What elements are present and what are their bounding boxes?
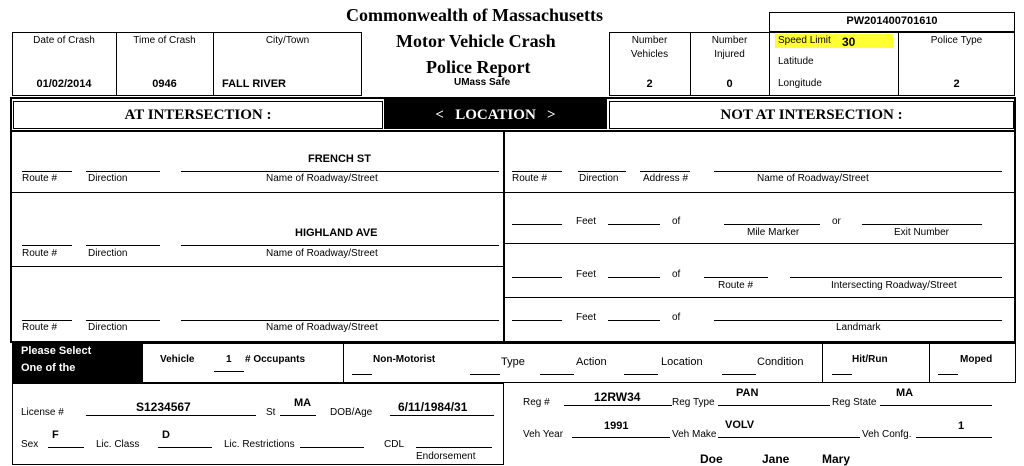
action-label: Action: [576, 356, 607, 368]
route-label: Route #: [22, 173, 58, 184]
reg-state-label: Reg State: [832, 397, 877, 408]
veh-year-label: Veh Year: [523, 429, 564, 440]
lic-class-label: Lic. Class: [96, 439, 140, 450]
city-label: City/Town: [265, 35, 310, 46]
vehicle-label: Vehicle: [160, 354, 195, 365]
location-heading: < LOCATION >: [435, 107, 556, 123]
roadway-label: Name of Roadway/Street: [266, 248, 378, 259]
state-label: St: [266, 407, 276, 418]
num-vehicles-label-2: Vehicles: [630, 49, 669, 60]
feet-label: Feet: [576, 216, 597, 227]
police-type: 2: [953, 78, 960, 90]
veh-make-label: Veh Make: [672, 429, 717, 440]
license-number: S1234567: [136, 400, 191, 414]
at-intersection-heading: AT INTERSECTION :: [124, 107, 272, 123]
num-injured: 0: [726, 78, 733, 90]
speed-limit: 30: [842, 35, 856, 49]
exit-number-label: Exit Number: [894, 227, 950, 238]
street-2: HIGHLAND AVE: [295, 227, 378, 239]
time-label: Time of Crash: [133, 35, 196, 46]
sex: F: [52, 429, 59, 441]
crash-date: 01/02/2014: [36, 78, 92, 90]
street-1: FRENCH ST: [308, 153, 371, 165]
date-label: Date of Crash: [33, 35, 95, 46]
agency-name: UMass Safe: [454, 77, 511, 88]
reg-number: 12RW34: [594, 390, 641, 404]
roadway-label-right: Name of Roadway/Street: [757, 173, 869, 184]
lic-class: D: [162, 429, 170, 441]
reg-label: Reg #: [523, 397, 550, 408]
longitude-label: Longitude: [778, 78, 822, 89]
condition-label: Condition: [757, 356, 804, 368]
feet-label: Feet: [576, 269, 597, 280]
num-injured-label-2: Injured: [714, 49, 745, 60]
reg-state: MA: [896, 387, 914, 399]
dob-label: DOB/Age: [330, 407, 373, 418]
select-banner-line1: Please Select: [21, 345, 92, 357]
not-at-intersection-heading: NOT AT INTERSECTION :: [720, 107, 903, 123]
cdl-label: CDL: [384, 439, 405, 450]
license-label: License #: [21, 407, 64, 418]
hit-run-label: Hit/Run: [852, 354, 888, 365]
dob-age: 6/11/1984/31: [398, 400, 468, 414]
type-label: Type: [501, 356, 525, 368]
direction-label: Direction: [88, 248, 128, 259]
direction-label: Direction: [88, 173, 128, 184]
reg-type: PAN: [736, 387, 759, 399]
roadway-label: Name of Roadway/Street: [266, 322, 378, 333]
form-subtitle-crash: Motor Vehicle Crash: [396, 31, 556, 51]
reg-type-label: Reg Type: [672, 397, 715, 408]
owner-middle-name: Mary: [822, 452, 851, 466]
crash-time: 0946: [152, 78, 177, 90]
veh-config: 1: [958, 420, 965, 432]
form-title: Commonwealth of Massachusetts: [346, 5, 603, 25]
direction-label-right: Direction: [579, 173, 619, 184]
num-vehicles-label: Number: [631, 35, 668, 46]
address-label: Address #: [643, 173, 689, 184]
sex-label: Sex: [21, 439, 39, 450]
endorsement-label: Endorsement: [416, 451, 476, 462]
owner-last-name: Doe: [700, 452, 723, 466]
of-label: of: [672, 312, 681, 323]
non-motorist-label: Non-Motorist: [373, 354, 436, 365]
or-label: or: [832, 216, 841, 227]
location-label-vehicle: Location: [661, 356, 703, 368]
veh-config-label: Veh Confg.: [862, 429, 912, 440]
speed-limit-label: Speed Limit: [778, 35, 831, 46]
route-label: Route #: [22, 322, 58, 333]
veh-make: VOLV: [725, 419, 755, 431]
owner-first-name: Jane: [762, 452, 790, 466]
occupants-label: # Occupants: [245, 354, 306, 365]
intersecting-label: Intersecting Roadway/Street: [831, 280, 957, 291]
of-label: of: [672, 269, 681, 280]
moped-label: Moped: [960, 354, 993, 365]
latitude-label: Latitude: [778, 56, 814, 67]
landmark-label: Landmark: [836, 322, 881, 333]
num-injured-label: Number: [711, 35, 748, 46]
veh-year: 1991: [604, 420, 629, 432]
direction-label: Direction: [88, 322, 128, 333]
license-state: MA: [294, 397, 312, 409]
num-vehicles: 2: [646, 78, 653, 90]
crash-city: FALL RIVER: [222, 78, 286, 90]
report-id: PW201400701610: [846, 15, 938, 27]
form-subtitle-report: Police Report: [426, 57, 531, 77]
select-banner-line2: One of the: [21, 362, 76, 374]
lic-restrictions-label: Lic. Restrictions: [224, 439, 295, 450]
vehicle-number: 1: [226, 354, 232, 365]
route-label-right: Route #: [512, 173, 548, 184]
roadway-label: Name of Roadway/Street: [266, 173, 378, 184]
mile-marker-label: Mile Marker: [747, 227, 800, 238]
location-frame: [10, 97, 1016, 343]
feet-label: Feet: [576, 312, 597, 323]
route-label-right: Route #: [718, 280, 754, 291]
route-label: Route #: [22, 248, 58, 259]
police-type-label: Police Type: [930, 35, 983, 46]
of-label: of: [672, 216, 681, 227]
